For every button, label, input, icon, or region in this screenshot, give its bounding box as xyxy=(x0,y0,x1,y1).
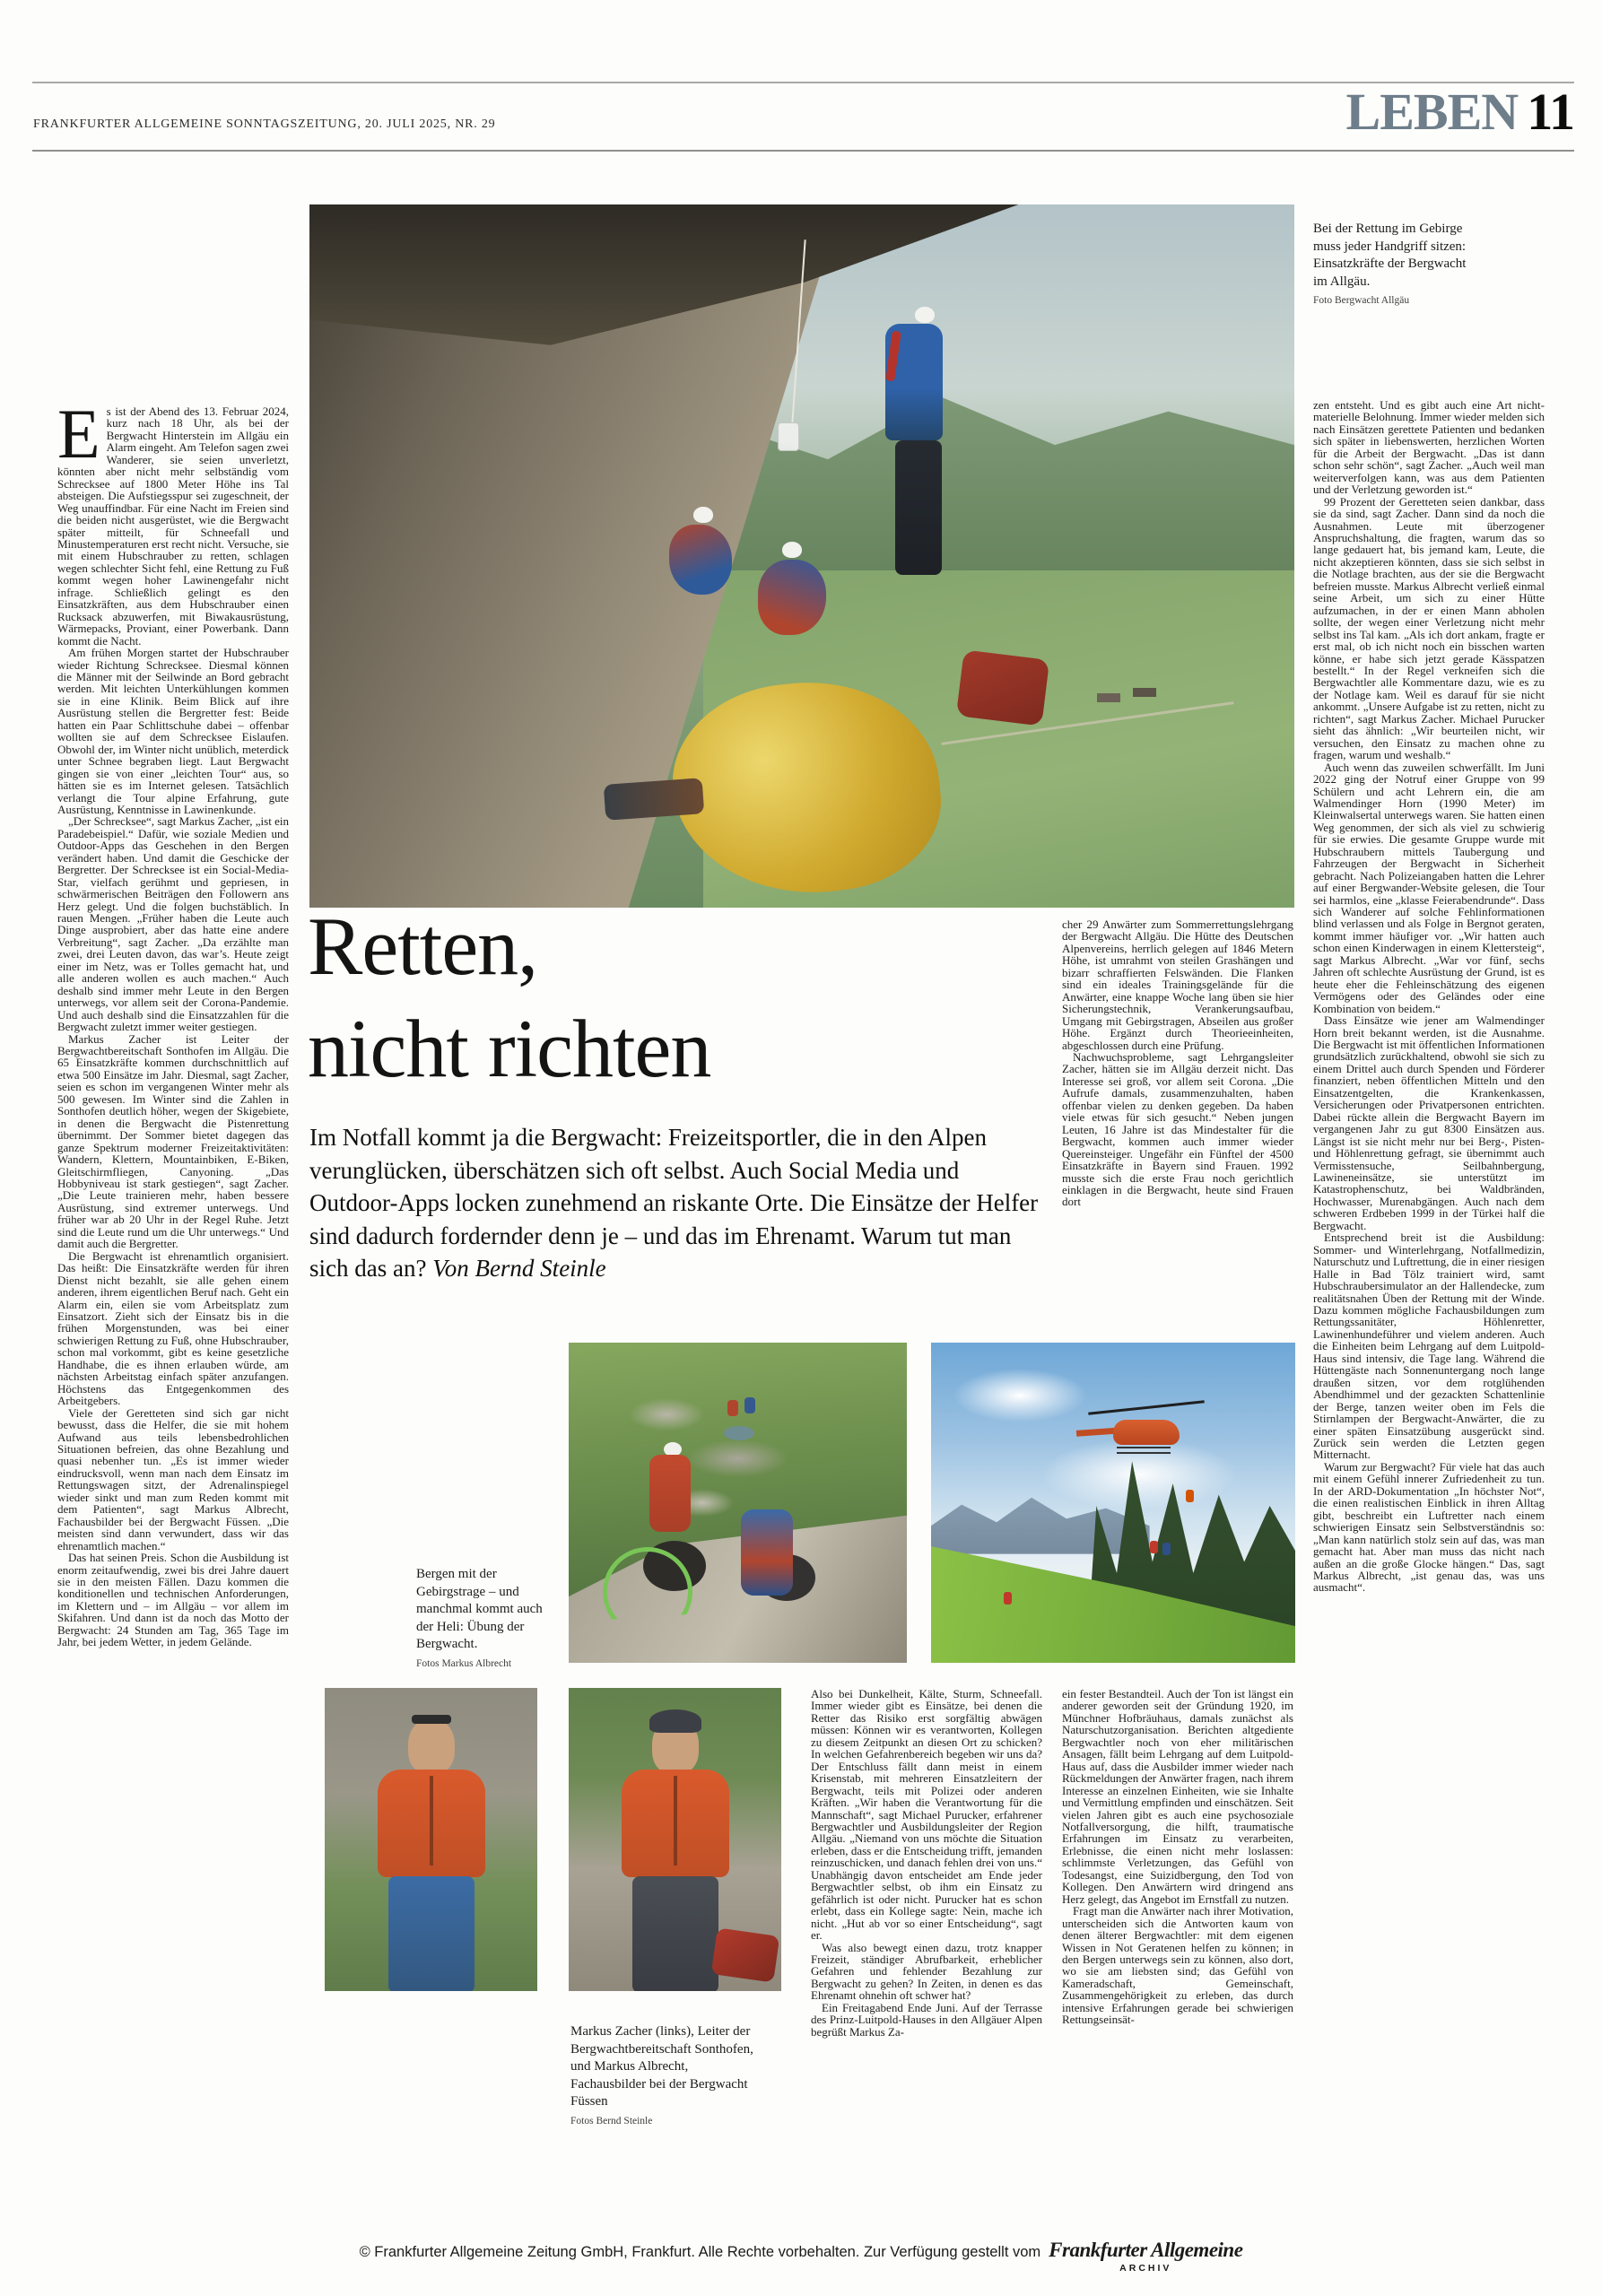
paragraph: cher 29 Anwärter zum Sommerrettungslehrgang der Bergwacht Allgäu. Die Hütte des Deutschen Alpenvereins, herrlich gelegen auf 1846 Metern Höhe, ist umrahmt von steilen Grashängen und bizarr schraffierten Felswänden. Die Flanken sind ein ideales Trainingsgelände für die Anwärter, eine knappe Woche lang üben sie hier Sicherungstechnik, Verankerungsaufbau, Umgang mit Gebirgstragen, Abseilen aus großer Höhe. Ergänzt durch Theorieeinheiten, abgeschlossen durch eine Prüfung. xyxy=(1062,918,1293,1052)
faz-logo: Frankfurter Allgemeine xyxy=(1049,2239,1243,2261)
paragraph: Nachwuchsprobleme, sagt Lehrgangsleiter Zacher, hätten sie im Allgäu derzeit nicht. Das Interesse sei groß, vor allem seit Corona. „Die Aufrufe damals, zusammenzuhalten, haben offenbar vielen zu denken gegeben. Da haben viele etwas für sich gesucht.“ Neben jungen Leuten, 16 Jahre ist das Mindestalter für die Bergwacht, kommen auch immer wieder Quereinsteiger. Ungefähr ein Fünftel der 4500 Einsatzkräfte in Bayern sind Frauen. 1992 musste sich die erste Frau noch gerichtlich einklagen in die Bergwacht, heute sind Frauen dort xyxy=(1062,1049,1293,1209)
paragraph: Warum zur Bergwacht? Für viele hat das auch mit einem Gefühl innerer Zufriedenheit zu tun. In der ARD-Dokumentation „In höchster Not“, die einen realistischen Einblick in ihren Alltag gibt, beschreibt ein Luftretter nach einem schwierigen Einsatz sein Selbstverständnis so: „Man kann natürlich stolz sein auf das, was man gemacht hat. Aber man muss das nicht nach außen an die große Glocke hängen.“ Das, sagt Markus Albrecht, „ist genau das, was uns ausmacht“. xyxy=(1313,1459,1545,1595)
paragraph: zen entsteht. Und es gibt auch eine Art nicht-materielle Belohnung. Immer wieder melden sich nach Einsätzen gerettete Patienten und bedanken sich später in liebenswerten, herzlichen Worten für die Arbeit der Bergwacht. „Das ist dann schon sehr schön“, sagt Zacher. „Auch weil man weiterverfolgen kann, was aus dem Patienten und der Verletzung geworden ist.“ xyxy=(1313,399,1545,497)
photo-rescuer-figure xyxy=(1150,1541,1158,1553)
photo-credit: Fotos Bernd Steinle xyxy=(570,2115,653,2126)
paragraph: „Der Schrecksee“, sagt Markus Zacher, „ist ein Paradebeispiel.“ Dafür, wie soziale Medien und Outdoor-Apps das Geschehen in den Bergen verändert haben. Und damit die Geschicke der Bergretter. Der Schrecksee ist ein Social-Media-Star, vielfach gerühmt und gepriesen, in schwärmerischen Beiträgen den Followern ans Herz gelegt. Und die folgen buchstäblich. In rauen Mengen. „Früher haben die Leute auch Dinge ausprobiert, aber das hatte eine andere Verbreitung“, sagt Zacher. „Da erzählte man zwei, drei Leuten davon, das war’s. Heute zeigt einer im Netz, was er Tolles gemacht hat, und alle anderen wollen es auch machen.“ Auch deshalb sind immer mehr Leute in den Bergen unterwegs, vor allem seit der Corona-Pandemie. Und auch deshalb sind die Einsatzzahlen für die Bergwacht zuletzt immer weiter gestiegen. xyxy=(57,814,289,1034)
helicopter-skids xyxy=(1117,1447,1171,1448)
portrait-head xyxy=(408,1718,455,1774)
masthead-top-rule xyxy=(32,82,1574,83)
rescuer-helmet xyxy=(782,542,802,558)
lead-photo-caption xyxy=(1313,221,1480,308)
photo-scree xyxy=(596,1361,832,1537)
headline-line-1: Retten, xyxy=(308,900,538,992)
rescue-gear xyxy=(604,778,705,821)
archive-footer xyxy=(0,2239,1602,2274)
standfirst-text: Im Notfall kommt ja die Bergwacht: Freizeitsportler, die in den Alpen verunglücken, überschätzen sich oft selbst. Auch Social Media und Outdoor-Apps locken zunehmend an riskante Orte. Die Einsätze der Helfer sind dadurch fordernder denn je – und das im Ehrenamt. Warum tut man sich das an? xyxy=(309,1124,1039,1282)
paragraph: Auch wenn das zuweilen schwerfällt. Im Juni 2022 ging der Notruf einer Gruppe von 99 Schülern und acht Lehrern ein, die am Walmendinger Horn (1990 Meter) im Kleinwalsertal unterwegs waren. Sie hatten einen Weg genommen, der sich als viel zu schwierig für sie erwies. Die gesamte Gruppe wurde mit Hubschraubern mittels Taubergung und Fahrzeugen der Bergwacht in Sicherheit gebracht. Nach Polizeiangaben hatten die Lehrer auf einer Bergwander-Website gelesen, die Tour sei harmlos, eine „klasse Feierabendrunde“. Dass sich Wanderer auf solche Fehlinformationen blind verlassen und als Folge in Bergnot geraten, kommt immer häufiger vor. „Wir hatten auch schon einen Kinderwagen in einem Klettersteig“, sagt Markus Albrecht. „War vor fünf, sechs Jahren oft schlechte Ausrüstung der Grund, ist es heute eher die Fehleinschätzung des eigenen Vermögens oder des Geländes oder eine Kombination von beidem.“ xyxy=(1313,760,1545,1015)
photo-rescuer-figure xyxy=(1004,1592,1012,1605)
section-title: LEBEN xyxy=(1345,83,1519,141)
paragraph: Markus Zacher ist Leiter der Bergwachtbereitschaft Sonthofen im Allgäu. Die 65 Einsatzkräfte kommen durchschnittlich auf etwa 500 Einsätze im Jahr. Diesmal, sagt Zacher, seien es schon im vergangenen Winter mehr als 500 gewesen. Im Winter sind die Zahlen in Sonthofen deutlich höher, wegen der Skigebiete, in denen die Bergwacht die Pistenrettung übernimmt. Der Sommer bietet dagegen das ganze Spektrum moderner Freizeitaktivitäten: Wandern, Klettern, Mountainbiken, E-Biken, Gleitschirmfliegen, Canyoning. „Das Hobbyniveau ist stark gestiegen“, sagt Zacher. „Die Leute trainieren mehr, haben bessere Ausrüstung, sind extremer unterwegs. Und früher war ab 20 Uhr in der Regel Ruhe. Jetzt sind die Leute rund um die Uhr unterwegs.“ Und damit auch die Bergretter. xyxy=(57,1031,289,1251)
paragraph: Die Bergwacht ist ehrenamtlich organisiert. Das heißt: Die Einsatzkräfte werden für ihren Dienst nicht bezahlt, sie alle gehen einem anderen, ihrem eigentlichen Beruf nach. Geht ein Alarm ein, eilen sie vom Arbeitsplatz zum Einsatzort. Zieht sich der Einsatz bis in die frühen Morgenstunden, was bei einer schwierigen Rettung zu Fuß, ohne Hubschrauber, schon mal vorkommt, gibt es keine gesetzliche Handhabe, die es ihnen erlauben würde, am nächsten Arbeitstag einfach später anzufangen. Höchstens das Entgegenkommen des Arbeitgebers. xyxy=(57,1248,289,1408)
paragraph: Also bei Dunkelheit, Kälte, Sturm, Schneefall. Immer wieder gibt es Einsätze, bei denen die Retter das Risiko erst sorgfältig abwägen müssen: Können wir es verantworten, Kollegen zu diesem Zeitpunkt an diesen Ort zu schicken? In welchen Gefahrenbereich begeben wir uns da? Der Entschluss fällt dann meist in einem Krisenstab, mit mehreren Einsatzleitern der Bergwacht, teils mit Polizei oder anderen Kräften. „Wir haben die Verantwortung für die Mannschaft“, sagt Michael Purucker, erfahrener Bergwachtler und Ausbildungsleiter der Region Allgäu. „Niemand von uns möchte die Situation erleben, dass er die Entscheidung trifft, jemanden reinzuschicken, und danach fehlen drei von uns.“ Unabhängig davon entscheidet am Ende jeder Bergwachtler selbst, ob ihm ein Einsatz zu gefährlich ist oder nicht. Purucker hat es schon erlebt, dass ein Kollege sagte: Nein, mache ich nicht. „Hut ab vor so einer Entscheidung“, sagt er. xyxy=(811,1688,1042,1943)
caption-text: Bei der Rettung im Gebirge muss jeder Handgriff sitzen: Einsatzkräfte der Bergwacht im Allgäu. xyxy=(1313,222,1467,289)
photo-credit: Foto Bergwacht Allgäu xyxy=(1313,295,1410,306)
paragraph: Dass Einsätze wie jener am Walmendinger Horn breit bekannt werden, ist die Ausnahme. Die Bergwacht ist mit öffentlichen Informationen grundsätzlich zurückhaltend, obwohl sie sich zu einem Drittel auch durch Spenden und Förderer finanziert, neben öffentlichen Mitteln und den Einsatzentgelten, die Krankenkassen, Versicherungen oder Privatpersonen entrichten. Dabei rückte allein die Bergwacht Bayern im vergangenen Jahr zu gut 8300 Einsätzen aus. Längst ist sie nicht mehr nur bei Berg-, Pisten- und Höhlenrettung gefragt, sie übernimmt auch Vermisstensuche, Seilbahnbergung, Lawineneinsätze, sie unterstützt im Katastrophenschutz, bei Waldbränden, Hochwasser, Murenabgängen. Auch nach dem schweren Erdbeben 1999 in der Türkei half die Bergwacht. xyxy=(1313,1013,1545,1232)
headline-line-2: nicht richten xyxy=(308,1003,711,1094)
paragraph: Ein Freitagabend Ende Juni. Auf der Terrasse des Prinz-Luitpold-Hauses in den Allgäuer Alpen begrüßt Markus Za- xyxy=(811,2000,1042,2039)
photo-huts xyxy=(1133,688,1156,697)
lead-photo-mountain-rescue xyxy=(309,204,1294,908)
sunglasses xyxy=(412,1715,451,1724)
copyright-text: © Frankfurter Allgemeine Zeitung GmbH, Frankfurt. Alle Rechte vorbehalten. Zur Verfügung gestellt vom xyxy=(359,2244,1041,2260)
body-column-6 xyxy=(1313,399,1545,2193)
paragraph: Das hat seinen Preis. Schon die Ausbildung ist enorm zeitaufwendig, zwei bis drei Jahre dauert sie in den meisten Fällen. Dazu kommen die konditionellen und technischen Anforderungen, im Klettern und – im Allgäu – vor allem im Skifahren. Und dann ist da noch das Motto der Bergwacht: 24 Stunden am Tag, 365 Tage im Jahr, bei jedem Wetter, in jedem Gelände. xyxy=(57,1551,289,1649)
portraits-caption xyxy=(570,2023,761,2128)
photo-rescuer-figure xyxy=(1186,1490,1194,1502)
helicopter-body xyxy=(1113,1420,1180,1445)
paragraph: Viele der Geretteten sind sich gar nicht bewusst, dass die Helfer, die sie mit hohem Aufwand aus teils lebensbedrohlichen Situationen befreien, das ohne Bezahlung und quasi nebenher tun. „Es ist immer wieder eindrucksvoll, wenn man nach dem Einsatz im Rettungswagen sitzt, der Adrenalinspiegel wieder sinkt und man zum Reden kommt mit dem Patienten“, sagt Markus Albrecht, Fachausbilder bei der Bergwacht Füssen. „Die meisten sind dann verwundert, dass wir das ehrenamtlich machen.“ xyxy=(57,1405,289,1552)
faz-logo-block xyxy=(1049,2239,1242,2274)
masthead-bottom-rule xyxy=(32,150,1574,152)
rescue-sled xyxy=(711,1928,780,1983)
body-column-4 xyxy=(811,1688,1042,2192)
rescuer-crouching-1 xyxy=(669,525,732,595)
body-column-5-lower xyxy=(1062,1688,1293,2192)
caption-text: Bergen mit der Gebirgstrage – und manchmal kommt auch der Heli: Übung der Bergwacht. xyxy=(416,1567,543,1651)
caption-text: Markus Zacher (links), Leiter der Bergwachtbereitschaft Sonthofen, und Markus Albrecht, Fachausbilder bei der Bergwacht Füssen xyxy=(570,2024,753,2109)
photo-cloud xyxy=(953,1369,1087,1422)
photo-rescue-helicopter xyxy=(931,1343,1295,1663)
rescuer-helmet xyxy=(693,507,713,523)
paragraph: Fragt man die Anwärter nach ihrer Motivation, unterscheiden sich die Antworten kaum von denen älterer Bergwachtler: mit dem eigenen Wissen in Not Geratenen helfen zu können; in den Bergen unterwegs sein zu können, also dort, wo sie am liebsten sind; das Gefühl von Kameradschaft, Gemeinschaft, Zusammengehörigkeit zu erleben, das durch intensive Erfahrungen gerade bei schwierigen Rettungseinsät- xyxy=(1062,1904,1293,2027)
portrait-markus-albrecht xyxy=(569,1688,781,1991)
page-number: 11 xyxy=(1527,83,1574,141)
byline: Von Bernd Steinle xyxy=(432,1255,606,1282)
archiv-label: ARCHIV xyxy=(1119,2263,1172,2274)
jacket-zip xyxy=(430,1776,433,1866)
body-column-5-upper xyxy=(1062,918,1293,1313)
rescuer-legs xyxy=(895,440,942,575)
training-photos-caption xyxy=(416,1566,547,1671)
photo-distant-climber xyxy=(744,1397,755,1413)
article-headline xyxy=(308,895,710,1100)
jacket-zip xyxy=(674,1776,677,1866)
photo-lake xyxy=(724,1426,754,1440)
dark-pants xyxy=(632,1876,718,1991)
article-standfirst xyxy=(309,1121,1047,1285)
photo-credit: Fotos Markus Albrecht xyxy=(416,1657,512,1669)
climber-red-jacket xyxy=(649,1455,691,1532)
portrait-markus-zacher xyxy=(325,1688,537,1991)
photo-infusion-bag xyxy=(778,422,799,451)
jeans xyxy=(388,1876,475,1991)
paragraph: Entsprechend breit ist die Ausbildung: Sommer- und Winterlehrgang, Notfallmedizin, Naturschutz und Luftrettung, die in einer riesigen Halle in Bad Tölz trainiert wird, samt Hubschraubersimulator an der Hallendecke, zum realitätsnahen Üben der Rettung mit der Winde. Dazu kommen mögliche Fachausbildungen zum Rettungssanitäter, Höhlenretter, Lawinenhundeführer und vielem anderen. Auch die Einheiten beim Lehrgang auf dem Luitpold-Haus sind intensiv, die Tage lang. Während die Hüttengäste nach Sonnenuntergang noch lange draußen sitzen, vor dem rotglühenden Abendhimmel und der gezackten Schattenlinie der Berge, tanzen weiter oben im Fels die Stirnlampen der Bergwacht-Anwärter, die zu einer späten Einsatzübung ausgerückt sind. Zurück sein werden die Letzten gegen Mitternacht. xyxy=(1313,1231,1545,1462)
paragraph: Am frühen Morgen startet der Hubschrauber wieder Richtung Schrecksee. Diesmal können die Männer mit der Seilwinde an Bord gebracht werden. Mit leichten Unterkühlungen kommen sie in eine Klinik. Beim Blick auf ihre Ausrüstung stellen die Bergretter fest: Beide hatten ein Paar Schlittschuhe dabei – offenbar wollten sie auf dem Schrecksee Eislaufen. Obwohl der, im Winter nicht unüblich, meterdick unter Schnee begraben liegt. Laut Bergwacht gingen sie von einer „leichten Tour“ aus, so hätten sie es im Internet gelesen. Tatsächlich verlangt die Tour alpine Erfahrung, gute Ausrüstung, Kenntnisse in Lawinenkunde. xyxy=(57,646,289,816)
rescuer-crouching-2 xyxy=(758,560,826,635)
photo-distant-climber xyxy=(727,1400,738,1416)
baseball-cap xyxy=(649,1709,701,1733)
paragraph: Was also bewegt einen dazu, trotz knapper Freizeit, ständiger Abrufbarkeit, erheblicher Gefahren und fehlender Bezahlung zur Bergwacht zu gehen? In Zeiten, in denen es das Ehrenamt ohnehin oft schwer hat? xyxy=(811,1940,1042,2003)
paragraph: 99 Prozent der Geretteten seien dankbar, dass sie da sind, sagt Zacher. Dann sind da noch die Ausnahmen. Leute mit überzogener Anspruchshaltung, die fragten, warum das so lange gedauert hat, bis jemand kam, Leute, die nicht akzeptieren könnten, dass sie sich selbst in die Notlage brachten, aus der sie die Bergwacht befreien musste. Markus Albrecht verließ einmal seine Arbeit, um sich zu einer Hütte aufzumachen, in der er einen Mann abholen sollte, der wegen einer Verletzung nicht mehr selbst ins Tal kam. „Als ich dort ankam, fragte er erst mal, ob ich nicht noch ein bisschen warten könne, er habe sich jetzt gerade Kässpatzen bestellt.“ In der Regel verkneifen sich die Bergwachtler alle Kommentare dazu, wie es zu der Notlage kam. Weil es darauf für sie nicht ankommt. „Unsere Aufgabe ist zu retten, nicht zu richten“, sagt Markus Zacher. Michael Purucker sieht das ähnlich: „Wir beurteilen nicht, wir versuchen, den Einsatz zu machen ohne zu fragen, warum und weshalb.“ xyxy=(1313,494,1545,762)
rescue-equipment-bag xyxy=(956,649,1049,726)
section-brand xyxy=(1345,83,1574,141)
drop-cap: E xyxy=(57,405,100,473)
photo-training-climbers xyxy=(569,1343,907,1663)
paragraph: ein fester Bestandteil. Auch der Ton ist längst ein anderer geworden seit der Gründung 1920, im Münchner Hofbräuhaus, damals zunächst als Naturschutzorganisation. Berichten altgediente Bergwachtler noch von eher militärischen Ansagen, fällt beim Lehrgang auf dem Luitpold-Haus auf, dass die Ausbilder immer wieder nach Rückmeldungen der Anwärter fragen, nach ihrem Interesse an einzelnen Einheiten, wie sie Inhalte und Vermittlung empfinden und einschätzen. Seit vielen Jahren gibt es auch eine psychosoziale Notfallversorgung, die hilft, traumatische Erfahrungen im Einsatz zu verarbeiten, Erlebnisse, die einen nicht mehr loslassen: schlimmste Verletzungen, das Gefühl von Todesangst, eine Suizidbergung, den Tod von Kollegen. Den Anwärtern wird dringend ans Herz gelegt, das Angebot im Ernstfall zu nutzen. xyxy=(1062,1688,1293,1906)
rescuer-helmet xyxy=(915,307,935,323)
body-column-1 xyxy=(57,405,289,1970)
climber-blue-red xyxy=(741,1509,793,1596)
paragraph: Es ist der Abend des 13. Februar 2024, kurz nach 18 Uhr, als bei der Bergwacht Hinterstein im Allgäu ein Alarm eingeht. Am Telefon sagen zwei Wanderer, sie seien unverletzt, könnten aber nicht mehr selbständig vom Schrecksee auf 1800 Meter Höhe ins Tal absteigen. Die Aufstiegsspur sei zugeschneit, der Weg unauffindbar. Für eine Nacht im Freien sind die beiden nicht ausgerüstet, wie die Bergwacht später mitteilt, für Schneefall und Minustemperaturen erst recht nicht. Versuche, sie mit einem Hubschrauber zu retten, schlagen wegen schlechter Sicht fehl, eine Rettung zu Fuß kommt wegen hoher Lawinengefahr nicht infrage. Schließlich gelingt es den Einsatzkräften, aus dem Hubschrauber einen Rucksack abzuwerfen, mit Biwakausrüstung, Wärmepacks, Proviant, einer Powerbank. Dann kommt die Nacht. xyxy=(57,405,289,648)
masthead-kicker: FRANKFURTER ALLGEMEINE SONNTAGSZEITUNG, 20. JULI 2025, NR. 29 xyxy=(33,117,496,131)
